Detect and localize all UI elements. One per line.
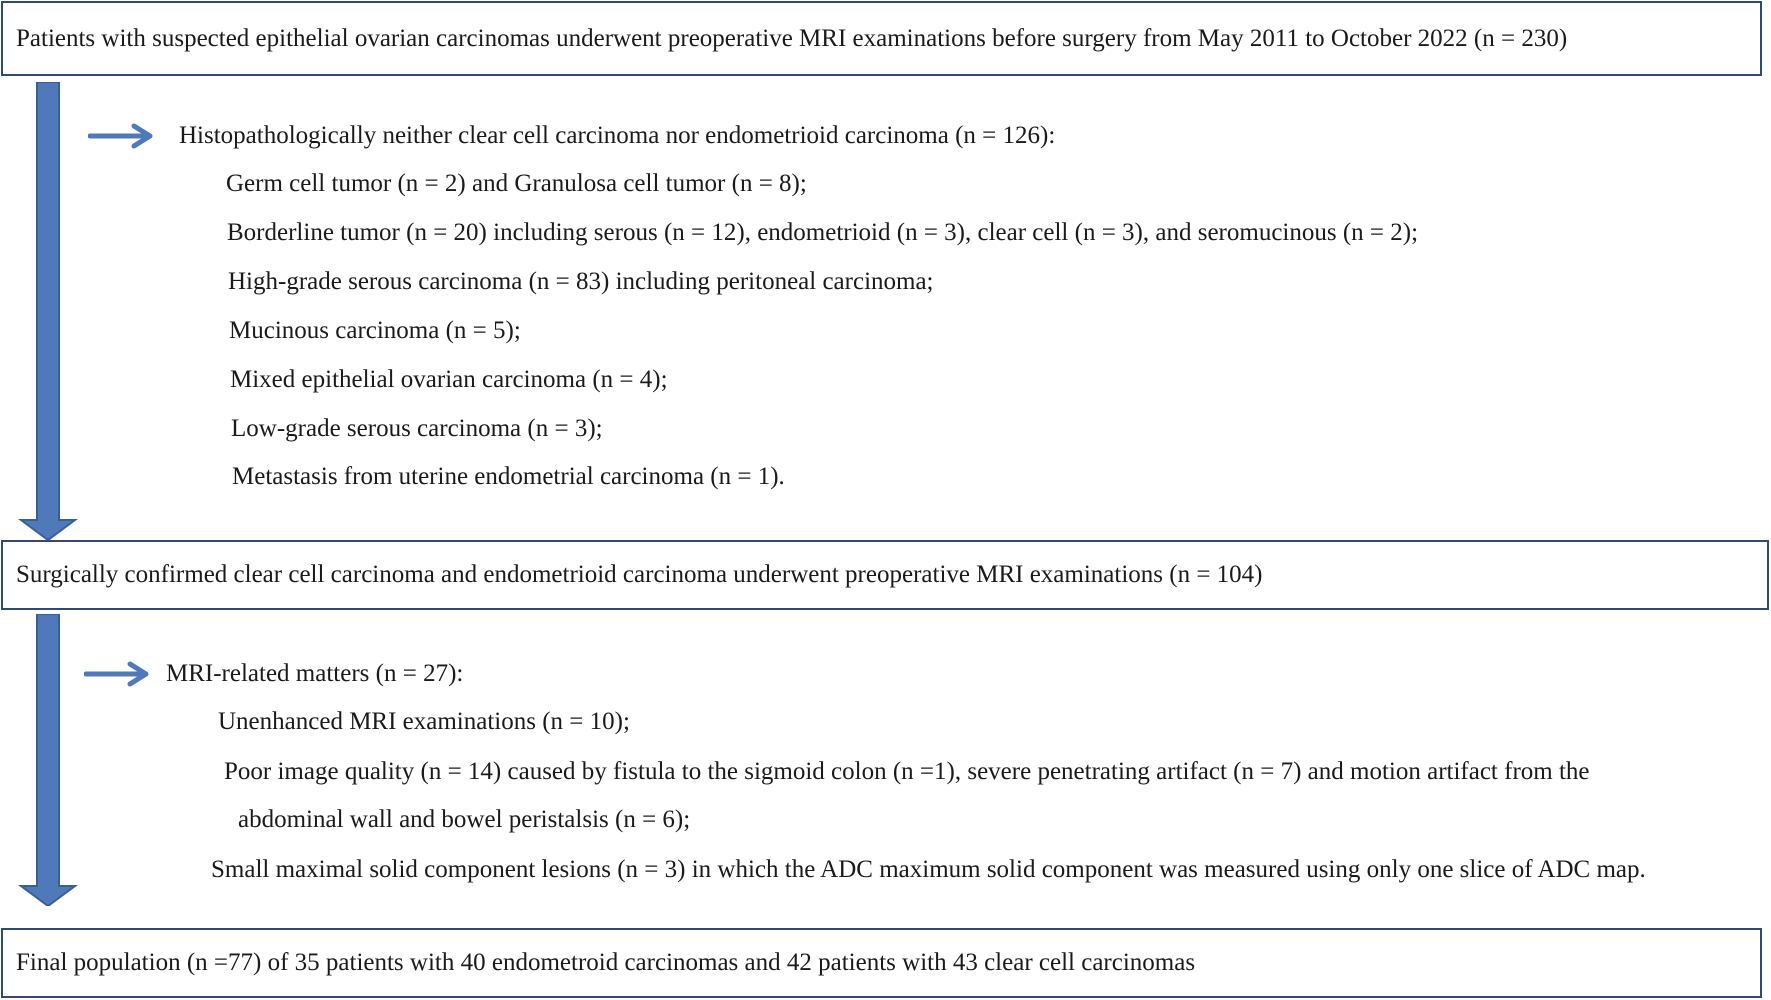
down-arrow-icon	[18, 82, 78, 540]
exclusion-item: Poor image quality (n = 14) caused by fistula to the sigmoid colon (n =1), severe penetrating artifact (n = 7) and motion artifact from the	[224, 758, 1590, 785]
box-initial-population-text: Patients with suspected epithelial ovarian carcinomas underwent preoperative MRI examinations before surgery from May 2011 to October 2022 (n = 230)	[16, 24, 1568, 52]
exclusion-item: Mucinous carcinoma (n = 5);	[229, 317, 521, 344]
exclusion-item: Low-grade serous carcinoma (n = 3);	[231, 415, 603, 442]
right-arrow-icon	[84, 659, 152, 689]
down-arrow-icon	[18, 614, 78, 906]
exclusion-item: High-grade serous carcinoma (n = 83) including peritoneal carcinoma;	[228, 268, 934, 295]
exclusion-item: abdominal wall and bowel peristalsis (n = 6);	[238, 806, 691, 833]
exclusion-item: Germ cell tumor (n = 2) and Granulosa cell tumor (n = 8);	[226, 170, 807, 197]
exclusion-item: Small maximal solid component lesions (n = 3) in which the ADC maximum solid component was measured using only one slice of ADC map.	[211, 856, 1646, 883]
right-arrow-icon	[88, 121, 156, 151]
box-final-population-text: Final population (n =77) of 35 patients with 40 endometroid carcinomas and 42 patients with 43 clear cell carcinomas	[16, 949, 1196, 976]
exclusion-item: Borderline tumor (n = 20) including serous (n = 12), endometrioid (n = 3), clear cell (n = 3), and seromucinous (n = 2);	[227, 219, 1419, 246]
exclusion-histopathology-heading: Histopathologically neither clear cell carcinoma nor endometrioid carcinoma (n = 126):	[179, 122, 1056, 149]
exclusion-item: Unenhanced MRI examinations (n = 10);	[218, 708, 630, 735]
exclusion-item: Metastasis from uterine endometrial carcinoma (n = 1).	[232, 463, 785, 490]
exclusion-mri-heading: MRI-related matters (n = 27):	[166, 660, 464, 687]
box-final-population	[1, 928, 1762, 998]
box-confirmed-population	[1, 540, 1769, 610]
box-confirmed-population-text: Surgically confirmed clear cell carcinoma and endometrioid carcinoma underwent preoperative MRI examinations (n = 104)	[16, 561, 1263, 588]
exclusion-item: Mixed epithelial ovarian carcinoma (n = 4);	[230, 366, 668, 393]
box-initial-population	[1, 1, 1762, 76]
